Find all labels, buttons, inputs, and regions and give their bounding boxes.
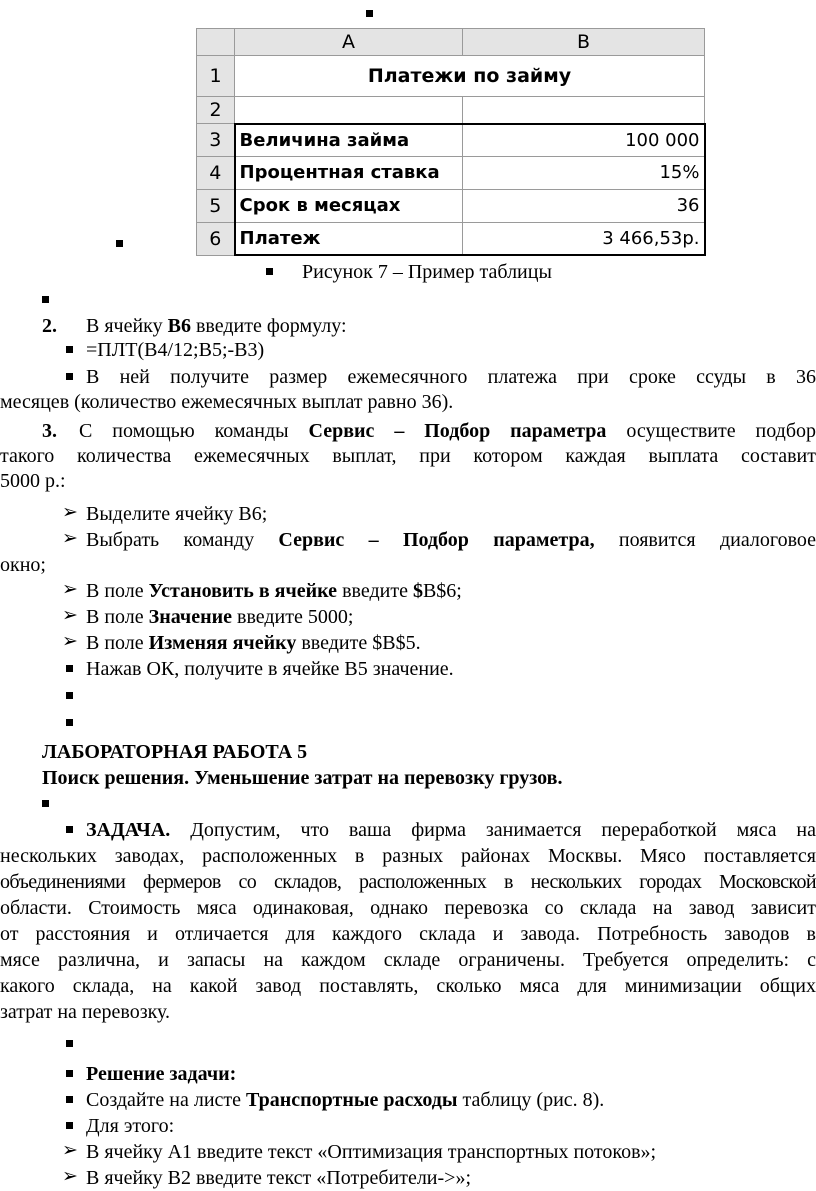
bullet-marker (66, 373, 73, 380)
task-line: мясе различна, и запасы на каждом складе ограничены. Требуется определить: с (0, 949, 816, 971)
table-row (197, 189, 705, 222)
arrow-item-text: В поле (86, 580, 149, 602)
step-text: В ячейку (86, 315, 168, 337)
step-number: 3. (42, 420, 57, 442)
cell-a (235, 96, 463, 124)
bullet-marker (66, 346, 73, 353)
cell-a: Срок в месяцах (235, 189, 463, 222)
step-3 (42, 419, 816, 443)
cell-a: Величина займа (235, 124, 463, 157)
table-row (197, 124, 705, 157)
bullet-marker (66, 1096, 73, 1103)
column-header-a: A (235, 29, 463, 56)
cell-b: 3 466,53р. (463, 222, 705, 255)
spreadsheet-table (196, 28, 706, 256)
dollar-sign: $ (412, 580, 423, 602)
arrow-bullet-icon: ➢ (62, 528, 78, 549)
create-text: таблицу (рис. 8). (457, 1089, 605, 1111)
table-row (197, 222, 705, 255)
table-title-cell: Платежи по займу (235, 55, 705, 96)
bullet-marker (366, 10, 373, 17)
task-line: области. Стоимость мяса одинаковая, однако перевозка со склада на завод зависит (0, 897, 816, 919)
arrow-item: Выделите ячейку B6; (86, 503, 268, 525)
sheet-name: Транспортные расходы (246, 1089, 458, 1111)
table-row (197, 96, 705, 124)
arrow-bullet-icon: ➢ (62, 579, 78, 600)
field-name: Значение (148, 606, 232, 628)
arrow-item-text: B$6; (422, 580, 462, 602)
step-number: 2. (42, 315, 57, 337)
task-label: ЗАДАЧА. (86, 819, 171, 841)
ok-line: Нажав ОК, получите в ячейке B5 значение. (86, 658, 454, 680)
row-header: 2 (197, 96, 235, 124)
arrow-bullet-icon: ➢ (62, 1166, 78, 1187)
arrow-bullet-icon: ➢ (62, 502, 78, 523)
arrow-bullet-icon: ➢ (62, 605, 78, 626)
step-3-line2: такого количества ежемесячных выплат, при котором каждая выплата составит (0, 445, 816, 467)
row-header: 3 (197, 124, 235, 157)
bullet-marker (116, 240, 123, 247)
step-2-result-line2: месяцев (количество ежемесячных выплат равно 36). (0, 391, 454, 413)
corner-cell (197, 29, 235, 56)
arrow-item-text: В поле (86, 632, 149, 654)
task-line: от расстояния и отличается для каждого склада и завода. Потребность заводов в (0, 923, 816, 945)
task-line: нескольких заводах, расположенных в разных районах Москвы. Мясо поставляется (0, 845, 816, 867)
cell-b: 15% (463, 157, 705, 190)
column-header-b: B (463, 29, 705, 56)
row-header: 1 (197, 55, 235, 96)
cell-a: Платеж (235, 222, 463, 255)
row-header: 5 (197, 189, 235, 222)
table-row (197, 55, 705, 96)
arrow-item-text: введите $B$5. (296, 632, 421, 654)
row-header: 4 (197, 157, 235, 190)
formula-text: =ПЛТ(B4/12;B5;-B3) (86, 339, 265, 361)
task-line-1 (86, 818, 816, 842)
cell-ref: B6 (167, 315, 191, 337)
spreadsheet-figure (196, 28, 704, 256)
bullet-marker (66, 1070, 73, 1077)
solution-title: Решение задачи: (86, 1063, 237, 1085)
arrow-bullet-icon: ➢ (62, 631, 78, 652)
bullet-marker (66, 1040, 73, 1047)
task-line: какого склада, на какой завод поставлять, сколько мяса для минимизации общих (0, 975, 816, 997)
create-line (86, 1088, 604, 1112)
bullet-marker (42, 296, 49, 303)
task-line: затрат на перевозку. (0, 1001, 171, 1023)
step-2 (42, 314, 347, 338)
arrow-bullet-icon: ➢ (62, 1140, 78, 1161)
step-text: С помощью команды (79, 420, 309, 442)
command-name: Сервис – Подбор параметра, (278, 529, 595, 551)
arrow-item-text: введите (337, 580, 413, 602)
step-3-line3: 5000 р.: (0, 470, 66, 492)
arrow-item-text: появится диалоговое (594, 529, 816, 551)
column-header-row (197, 29, 705, 56)
cell-b: 100 000 (463, 124, 705, 157)
cell-b (463, 96, 705, 124)
create-text: Создайте на листе (86, 1089, 247, 1111)
table-row (197, 157, 705, 190)
bullet-marker (42, 800, 49, 807)
arrow-item-text: Выбрать команду (86, 529, 279, 551)
task-line: объединениями фермеров со складов, расположенных в нескольких городах Московской (0, 871, 816, 893)
for-this-line: Для этого: (86, 1115, 175, 1137)
lab-title: ЛАБОРАТОРНАЯ РАБОТА 5 (42, 741, 308, 763)
bullet-marker (66, 692, 73, 699)
final-arrow-item: В ячейку A1 введите текст «Оптимизация транспортных потоков»; (86, 1141, 657, 1163)
row-header: 6 (197, 222, 235, 255)
command-name: Сервис – Подбор параметра (308, 420, 607, 442)
final-arrow-item: В ячейку B2 введите текст «Потребители->»; (86, 1167, 471, 1189)
arrow-item (86, 528, 816, 552)
step-text: осуществите подбор (606, 420, 816, 442)
field-name: Установить в ячейке (148, 580, 338, 602)
bullet-marker (66, 1122, 73, 1129)
lab-subtitle: Поиск решения. Уменьшение затрат на перевозку грузов. (42, 767, 563, 789)
step-text: введите формулу: (190, 315, 347, 337)
arrow-item (86, 605, 353, 629)
cell-a: Процентная ставка (235, 157, 463, 190)
figure-caption: Рисунок 7 – Пример таблицы (302, 261, 552, 283)
arrow-item-text: введите 5000; (232, 606, 354, 628)
cell-b: 36 (463, 189, 705, 222)
arrow-item-text: В поле (86, 606, 149, 628)
bullet-marker (66, 665, 73, 672)
task-text: Допустим, что ваша фирма занимается переработкой мяса на (170, 819, 816, 841)
arrow-item (86, 579, 462, 603)
bullet-marker (266, 268, 273, 275)
bullet-marker (66, 719, 73, 726)
field-name: Изменяя ячейку (148, 632, 297, 654)
arrow-item (86, 631, 421, 655)
bullet-marker (66, 826, 73, 833)
step-2-result-line1: В ней получите размер ежемесячного платежа при сроке ссуды в 36 (86, 366, 816, 388)
arrow-item-continuation: окно; (0, 554, 46, 576)
